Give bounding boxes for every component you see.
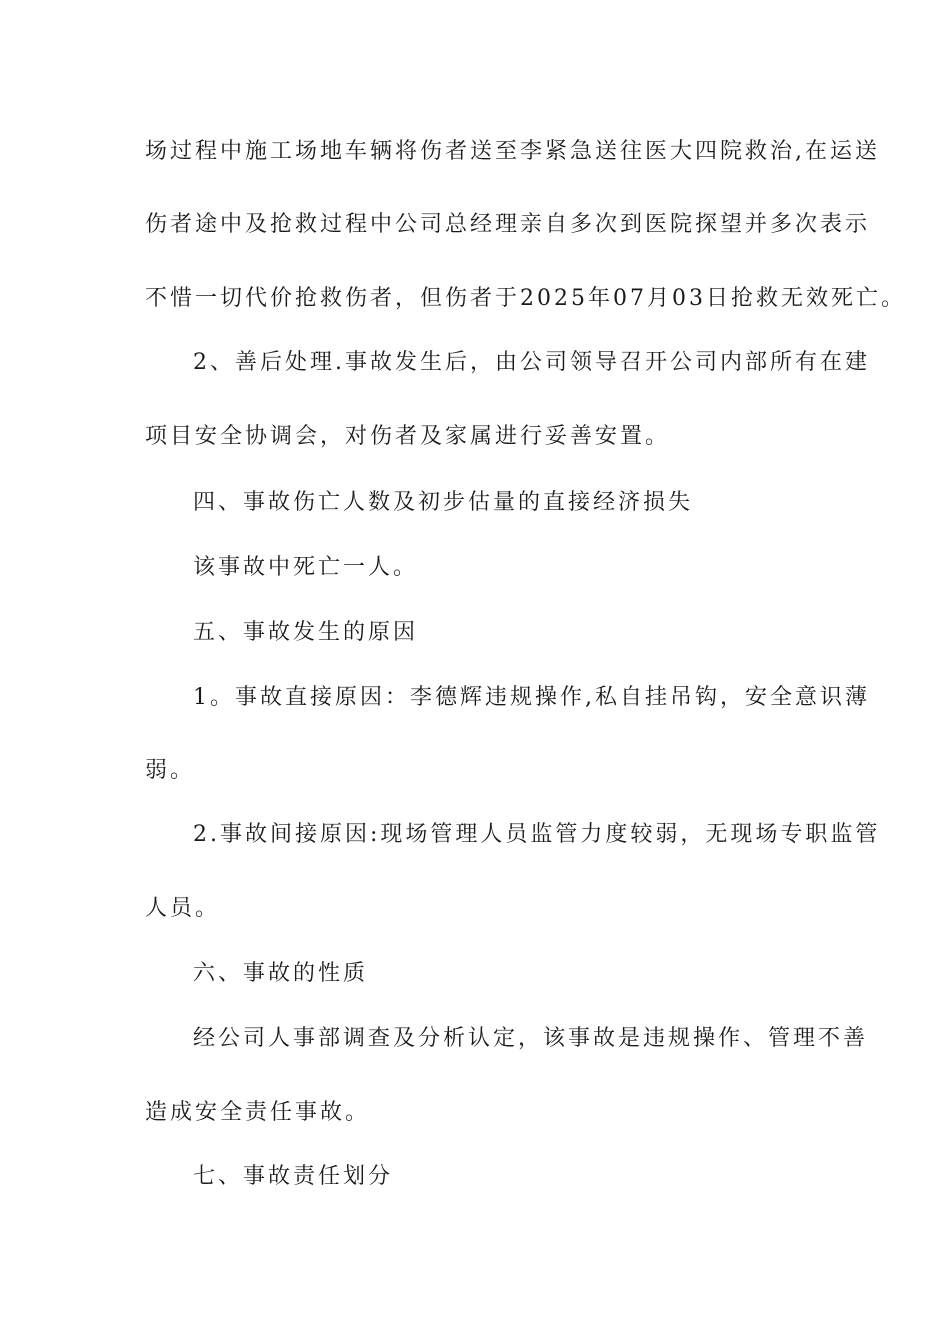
paragraph-line: 造成安全责任事故。 bbox=[145, 1100, 371, 1125]
paragraph-line: 经公司人事部调查及分析认定，该事故是违规操作、管理不善 bbox=[193, 1026, 869, 1051]
paragraph-line: 伤者途中及抢救过程中公司总经理亲自多次到医院探望并多次表示 bbox=[145, 212, 871, 237]
paragraph-line: 2.事故间接原因:现场管理人员监管力度较弱，无现场专职监管 bbox=[193, 822, 881, 847]
paragraph-line: 不惜一切代价抢救伤者，但伤者于2025年07月03日抢救无效死亡。 bbox=[145, 286, 906, 311]
paragraph-line: 场过程中施工场地车辆将伤者送至李紧急送往医大四院救治,在运送 bbox=[145, 139, 880, 164]
paragraph-line: 项目安全协调会，对伤者及家属进行妥善安置。 bbox=[145, 424, 671, 449]
paragraph-line: 1。事故直接原因：李德辉违规操作,私自挂吊钩，安全意识薄 bbox=[193, 685, 870, 710]
paragraph-line: 弱。 bbox=[145, 758, 196, 783]
section-heading: 七、事故责任划分 bbox=[193, 1164, 394, 1189]
section-heading: 四、事故伤亡人数及初步估量的直接经济损失 bbox=[193, 490, 694, 515]
section-heading: 六、事故的性质 bbox=[193, 961, 369, 986]
paragraph-line: 该事故中死亡一人。 bbox=[193, 555, 419, 580]
section-heading: 五、事故发生的原因 bbox=[193, 620, 419, 645]
paragraph-line: 人员。 bbox=[145, 896, 221, 921]
paragraph-line: 2、善后处理.事故发生后，由公司领导召开公司内部所有在建 bbox=[193, 350, 870, 375]
